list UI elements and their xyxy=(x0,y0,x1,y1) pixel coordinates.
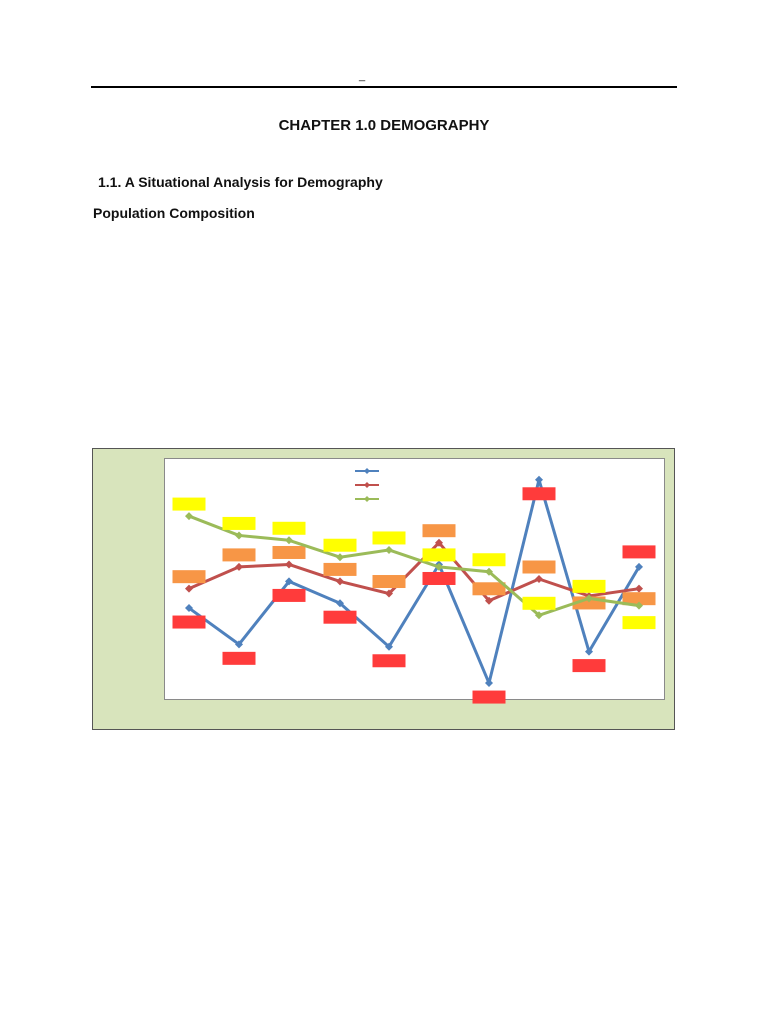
series-1-data-label-3 xyxy=(273,589,306,602)
series-1-data-label-8 xyxy=(523,487,556,500)
series-3-data-label-2 xyxy=(223,517,256,530)
series-2-data-label-4 xyxy=(324,563,357,576)
series-1-point-8 xyxy=(535,476,543,484)
series-3-data-label-7 xyxy=(473,553,506,566)
sub-title: Population Composition xyxy=(93,205,255,221)
series-2-data-label-1 xyxy=(173,570,206,583)
legend-marker-1 xyxy=(364,468,370,474)
legend-marker-3 xyxy=(364,496,370,502)
series-2-data-label-8 xyxy=(523,561,556,574)
series-2-point-10 xyxy=(635,585,643,593)
series-3-data-label-10 xyxy=(623,616,656,629)
chapter-title: CHAPTER 1.0 DEMOGRAPHY xyxy=(278,117,490,134)
series-3-data-label-1 xyxy=(173,498,206,511)
series-3-point-3 xyxy=(285,536,293,544)
series-3-data-label-4 xyxy=(324,539,357,552)
header-mark: _ xyxy=(359,70,366,82)
series-1-data-label-7 xyxy=(473,691,506,704)
series-3-point-4 xyxy=(336,553,344,561)
series-3-data-label-8 xyxy=(523,597,556,610)
series-1-data-label-1 xyxy=(173,616,206,629)
series-3-data-label-9 xyxy=(573,580,606,593)
legend-marker-2 xyxy=(364,482,370,488)
series-3-point-5 xyxy=(385,546,393,554)
series-2-data-label-5 xyxy=(373,575,406,588)
series-3-data-label-3 xyxy=(273,522,306,535)
series-2-point-3 xyxy=(285,560,293,568)
series-1-data-label-6 xyxy=(423,572,456,585)
series-1-data-label-9 xyxy=(573,659,606,672)
series-1-data-label-10 xyxy=(623,545,656,558)
series-3-data-label-6 xyxy=(423,548,456,561)
series-line-1 xyxy=(189,480,639,683)
series-2-point-4 xyxy=(336,577,344,585)
series-2-data-label-7 xyxy=(473,582,506,595)
series-3-data-label-5 xyxy=(373,531,406,544)
series-3-point-1 xyxy=(185,512,193,520)
series-2-data-label-2 xyxy=(223,548,256,561)
series-2-data-label-6 xyxy=(423,524,456,537)
series-1-data-label-4 xyxy=(324,611,357,624)
section-title: 1.1. A Situational Analysis for Demography xyxy=(98,174,383,190)
series-1-data-label-5 xyxy=(373,654,406,667)
series-3-point-2 xyxy=(235,531,243,539)
series-2-data-label-3 xyxy=(273,546,306,559)
series-1-data-label-2 xyxy=(223,652,256,665)
